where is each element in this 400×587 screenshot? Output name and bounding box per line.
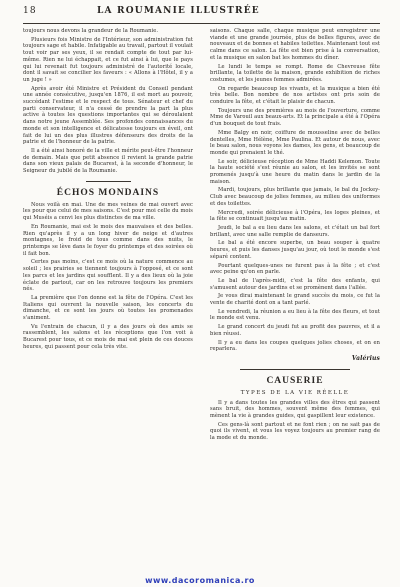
header-rule	[23, 23, 380, 24]
paragraph: On regarde beaucoup les vivants, et la musique a bien été très belle. Bon nombre de nos artistes ont pris soin de conduire la fête, et c'était le plaisir de chacun.	[210, 85, 380, 106]
paragraph: Il y a eu dans les coupes quelques jolies choses, et on en reparlera.	[210, 339, 380, 353]
magazine-title: LA ROUMANIE ILLUSTRÉE	[97, 6, 260, 16]
page-number: 18	[23, 6, 37, 16]
paragraph: Il y a dans toutes les grandes villes des êtres qui passent sans bruit, des hommes, souvent même des femmes, qui mènent la vie à grandes guides, qui gaspillent leur existence.	[210, 399, 380, 420]
paragraph: Plusieurs fois Ministre de l'Intérieur, son administration fut toujours sage et habile. Infatigable au travail, partout il voulait tout voir par ses yeux, il se rendait compte de tout par lui-même. Rien ne lui échappait, et ce fut ainsi à lui, que le pays qui lui revenait fut toujours administré de l'autorité locale, dont il savait se concilier les faveurs : « Allons à l'Hôtel, il y a un juge ! »	[23, 36, 193, 83]
paragraph: Certes pas moins, c'est ce mois où la nature commence au soleil ; les prairies se tiennent toujours à l'opposé, et ce sont les parcs et les jardins qui soufflent. Il y a des lieux où la joie éclate de partout, car on les retrouve toujours les premiers nés.	[23, 259, 193, 293]
paragraph: Mardi, toujours, plus brillante que jamais, le bal du Jockey-Club avec beaucoup de jolies femmes, au milieu des uniformes et des toilettes.	[210, 187, 380, 207]
paragraph: Le grand concert du jeudi fut au profit des pauvres, et il a bien réussi.	[210, 324, 380, 337]
right-column	[210, 28, 380, 444]
paragraph: Le lundi le temps se rompt. Rome de Chevreuse fête brillante, la toilette de la maison, grande exhibition de riches costumes, et les jeunes femmes admirées.	[210, 63, 380, 83]
section-title-causerie: CAUSERIE	[266, 375, 324, 386]
paragraph: Le soir, délicieuse réception de Mme Haddi Kelemon. Toute la haute société s'est réunie au salon, et les invités se sont promenés jusqu'à une heure du matin dans le jardin de la maison.	[210, 158, 380, 185]
paragraph: Ces gens-là sont partout et ne font rien ; on ne sait pas de quoi ils vivent, et vous les voyez toujours au premier rang de la mode et du monde.	[210, 421, 380, 442]
divider	[86, 181, 131, 182]
divider	[240, 369, 350, 370]
paragraph: saisons. Chaque salle, chaque musique peut enregistrer une viande et une grande journée, plus de belles figures, avec de nouveaux et de bonnes et habiles toilettes. Maintenant tout est calme dans ce salon. La fête est bien prise à la conversation, et la musique en salon bat les hommes du dîner.	[210, 28, 380, 61]
page-header	[23, 6, 380, 20]
paragraph: Mme Balgy en noir, coiffure de mousseline avec de belles dentelles, Mme Hélène, Mme Paulina. Et autour de nous, avec le beau salon, nous voyons les dames, les gens, et beaucoup de monde qui prenaient le thé.	[210, 129, 380, 156]
section-subtitle: TYPES DE LA VIE RÉELLE	[240, 389, 350, 396]
paragraph: Pourtant quelques-unes ne furent pas à la fête ; et c'est avec peine qu'on en parle.	[210, 262, 380, 276]
columns	[23, 28, 380, 444]
paragraph: Le vendredi, la réunion a eu lieu à la fête des fleurs, et tout le monde est venu.	[210, 308, 380, 322]
paragraph: La première que l'on donne est la fête de l'Opéra. C'est les Italiens qui ouvrent la nouvelle saison, les concerts du dimanche, et ce sont les jours où toutes les promenades s'animent.	[23, 294, 193, 322]
paragraph: Après avoir été Ministre et Président du Conseil pendant une année consécutive, jusqu'en 1876, il est mort au pouvoir, succédant l'estime et le respect de tous. Sénateur et chef du parti conservateur, il n'a cessé de prendre la part la plus active à toutes les questions importantes qui se déroulaient dans notre jeune Assemblée. Ses profondes connaissances du monde et son intelligence et délicatesse toujours en éveil, ont fait de lui un des plus illustres défenseurs des droits de la patrie et de l'honneur de la patrie.	[23, 85, 193, 146]
source-url: www.dacoromanica.ro	[145, 576, 255, 585]
signature: Valérius	[351, 354, 380, 362]
paragraph: toujours nous devons la grandeur de la Roumanie.	[23, 28, 159, 34]
paragraph: Toujours une des premières au mois de l'ouverture, comme Mme de Varouil aux beaux-arts. Et la principale a été à l'Opéra d'un bouquet de tout frais.	[210, 107, 380, 128]
paragraph: Jeudi, le bal a eu lieu dans les salons, et c'était un bal fort brillant, avec une salle remplie de danseurs.	[210, 224, 380, 238]
paragraph: Nous voilà en mai. Une de mes veines de mai ouvert avec les pour que celui de mes saisons. C'est pour moi celle du mois qui Muséis a cenvi les plus distinctes de ma ville.	[23, 201, 193, 222]
paragraph: Mercredi, soirée délicieuse à l'Opéra, les loges pleines, et la fête se continuait jusqu'au matin.	[210, 209, 380, 223]
paragraph: Il a été ainsi honoré de la ville et mérite peut-être l'honneur de demain. Mais que petit absence il revient la grande patrie dans son vieux palais de Bucarest, à la seconde d'honneur, le Seigneur du jubilé de la Roumanie.	[23, 147, 193, 175]
paragraph: En Roumanie, mai est le mois des mauvaises et des belles. Rien qu'après il y a un long hiver de neige et d'autres montagnes, le froid de tous comme dans des nuits, le printemps se lève dans le foyer du printemps et des soirées où il fait bon.	[23, 223, 193, 257]
section-title-echos: ÉCHOS MONDAINS	[56, 187, 160, 198]
paragraph: Le bal a été encore superbe, un beau souper à quatre heures, et puis les danses jusqu'au jour, où tout le monde s'est séparé content.	[210, 240, 380, 260]
paragraph: Je vous dirai maintenant le grand succès du mois, ce fut la vente de charité dont on a tant parlé.	[210, 293, 380, 307]
left-column	[23, 28, 193, 444]
paragraph: Le bal de l'après-midi, c'est la fête des enfants, qui s'amusent autour des jardins et se promènent dans l'allée.	[210, 277, 380, 291]
paragraph: Vu l'entrain de chacun, il y a des jours où des amis se rassemblent, les salons et les réceptions que l'on voit à Bucarest pour tous, et ce mois de mai est plein de ces douces heures, qui passent pour cela très vite.	[23, 323, 193, 350]
